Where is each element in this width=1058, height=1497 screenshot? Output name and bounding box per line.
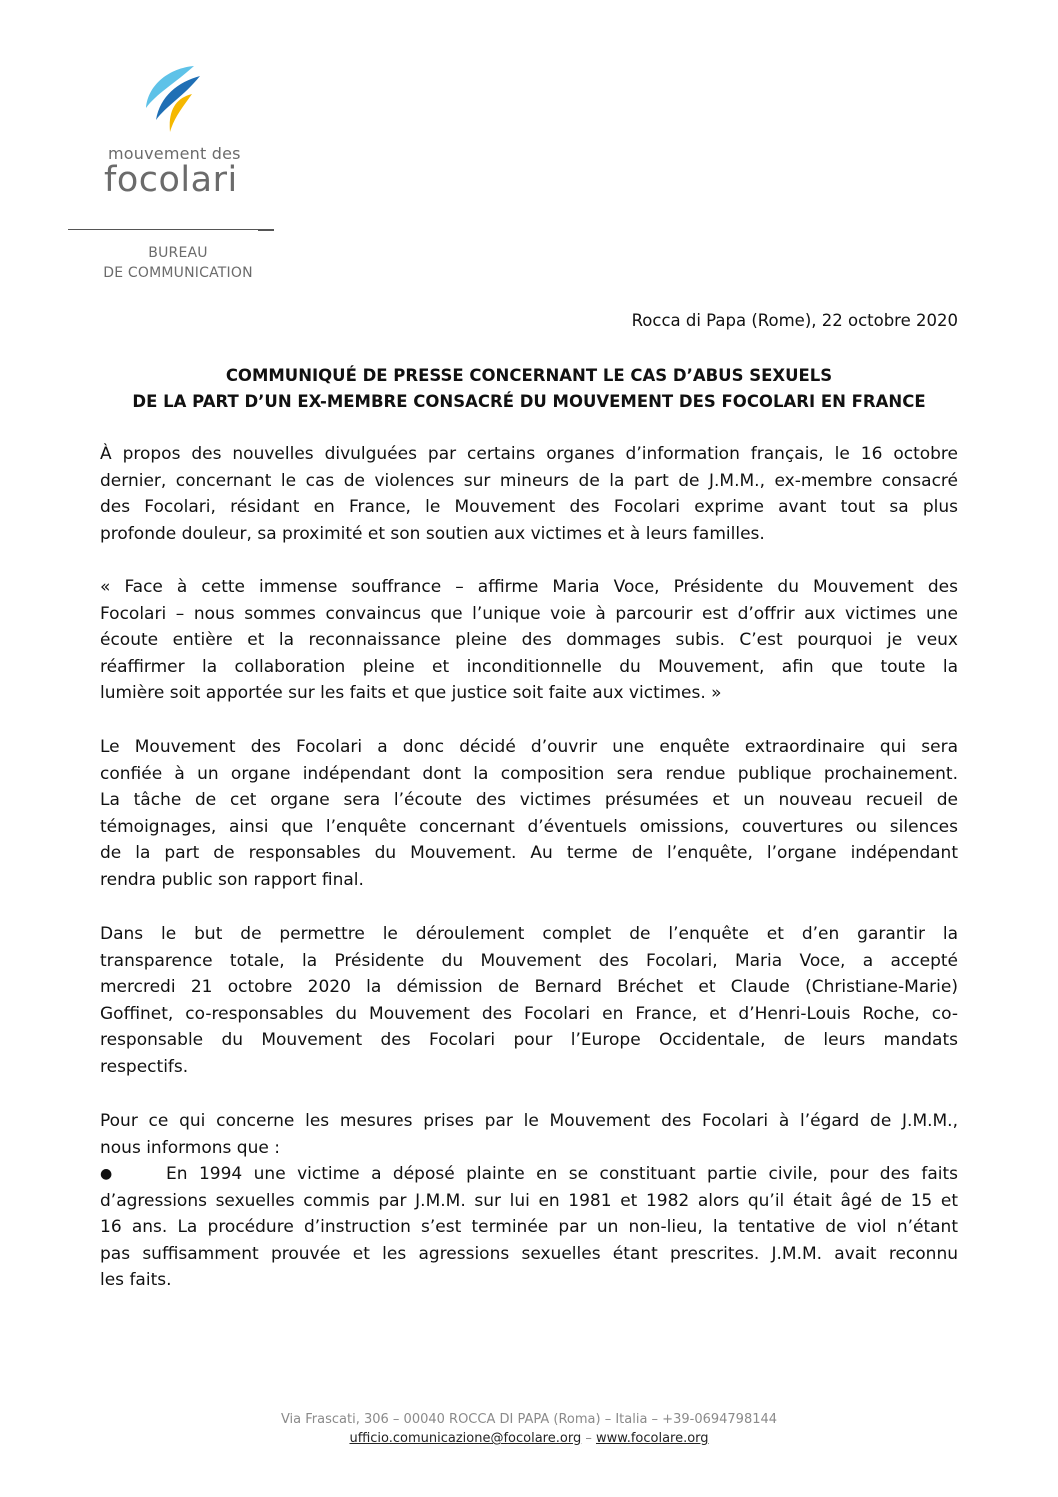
footer-email-link[interactable]: ufficio.comunicazione@focolare.org	[349, 1431, 582, 1446]
paragraph-line: lumière soit apportée sur les faits et que justice soit faite aux victimes. »	[100, 683, 722, 703]
press-release-title	[100, 363, 958, 415]
paragraph-4	[100, 921, 958, 1080]
paragraph-line: Le Mouvement des Focolari a donc décidé d’ouvrir une enquête extraordinaire qui sera	[100, 737, 958, 757]
header-divider	[68, 229, 273, 230]
department-line-2: DE COMMUNICATION	[103, 265, 253, 281]
paragraph-3	[100, 734, 958, 893]
paragraph-line: réaffirmer la collaboration pleine et inconditionnelle du Mouvement, afin que toute la	[100, 656, 958, 677]
footer	[0, 1410, 1058, 1448]
paragraph-line: « Face à cette immense souffrance – affirme Maria Voce, Présidente du Mouvement des	[100, 577, 958, 597]
bullet-line: 16 ans. La procédure d’instruction s’est terminée par un non-lieu, la tentative de viol n’étant	[100, 1217, 958, 1237]
title-line-1: COMMUNIQUÉ DE PRESSE CONCERNANT LE CAS D’ABUS SEXUELS	[225, 366, 833, 385]
footer-separator: –	[585, 1431, 592, 1446]
title-line-2: DE LA PART D’UN EX-MEMBRE CONSACRÉ DU MOUVEMENT DES FOCOLARI EN FRANCE	[132, 392, 926, 411]
paragraph-line: nous informons que :	[100, 1137, 280, 1158]
bullet-line	[100, 1161, 958, 1188]
paragraph-line: Dans le but de permettre le déroulement complet de l’enquête et d’en garantir la	[100, 924, 958, 944]
bullet-marker-icon: ●	[100, 1166, 113, 1182]
department-line-1: BUREAU	[148, 245, 208, 261]
brand-line-1: mouvement des	[108, 144, 241, 163]
paragraph-line: Goffinet, co-responsables du Mouvement des Focolari en France, et d’Henri-Louis Roche, co-	[100, 1003, 958, 1024]
focolari-flame-icon	[134, 60, 224, 140]
bullet-line: d’agressions sexuelles commis par J.M.M. sur lui en 1981 et 1982 alors qu’il était âgé de 15 et	[100, 1190, 958, 1211]
footer-contacts	[0, 1429, 1058, 1448]
paragraph-line: À propos des nouvelles divulguées par certains organes d’information français, le 16 octobre	[100, 444, 958, 464]
paragraph-line: responsable du Mouvement des Focolari pour l’Europe Occidentale, de leurs mandats	[100, 1030, 958, 1050]
paragraph-line: mercredi 21 octobre 2020 la démission de Bernard Bréchet et Claude (Christiane-Marie)	[100, 977, 958, 997]
bullet-line: pas suffisamment prouvée et les agressions sexuelles étant prescrites. J.M.M. avait reconnu	[100, 1243, 958, 1264]
paragraph-line: écoute entière et la reconnaissance pleine des dommages subis. C’est pourquoi je veux	[100, 630, 958, 650]
paragraph-line: transparence totale, la Présidente du Mouvement des Focolari, Maria Voce, a accepté	[100, 950, 958, 971]
bullet-list-item	[100, 1161, 958, 1294]
paragraph-1	[100, 441, 958, 547]
department-label	[98, 243, 258, 283]
paragraph-line: Focolari – nous sommes convaincus que l’unique voie à parcourir est d’offrir aux victimes une	[100, 603, 958, 624]
footer-website-link[interactable]: www.focolare.org	[595, 1431, 709, 1446]
paragraph-line: témoignages, ainsi que l’enquête concernant d’éventuels omissions, couvertures ou silences	[100, 816, 958, 837]
paragraph-line: Pour ce qui concerne les mesures prises par le Mouvement des Focolari à l’égard de J.M.M.,	[100, 1111, 958, 1131]
paragraph-line: respectifs.	[100, 1056, 189, 1077]
paragraph-line: confiée à un organe indépendant dont la composition sera rendue publique prochainement.	[100, 763, 958, 784]
paragraph-2	[100, 574, 958, 707]
bullet-line: les faits.	[100, 1270, 172, 1290]
header-divider-accent	[258, 229, 274, 231]
bullet-text: En 1994 une victime a déposé plainte en se constituant partie civile, pour des faits	[166, 1164, 958, 1184]
paragraph-line: profonde douleur, sa proximité et son soutien aux victimes et à leurs familles.	[100, 523, 765, 544]
paragraph-line: de la part de responsables du Mouvement. Au terme de l’enquête, l’organe indépendant	[100, 843, 958, 863]
paragraph-line: dernier, concernant le cas de violences sur mineurs de la part de J.M.M., ex-membre consacré	[100, 470, 958, 491]
paragraph-line: La tâche de cet organe sera l’écoute des victimes présumées et un nouveau recueil de	[100, 790, 958, 810]
brand-line-2: focolari	[104, 160, 238, 200]
paragraph-line: rendra public son rapport final.	[100, 869, 364, 890]
paragraph-5	[100, 1108, 958, 1161]
footer-address: Via Frascati, 306 – 00040 ROCCA DI PAPA (Roma) – Italia – +39-0694798144	[280, 1412, 778, 1427]
paragraph-line: des Focolari, résidant en France, le Mouvement des Focolari exprime avant tout sa plus	[100, 497, 958, 517]
focolari-logo	[98, 60, 268, 140]
dateline: Rocca di Papa (Rome), 22 octobre 2020	[631, 311, 958, 330]
